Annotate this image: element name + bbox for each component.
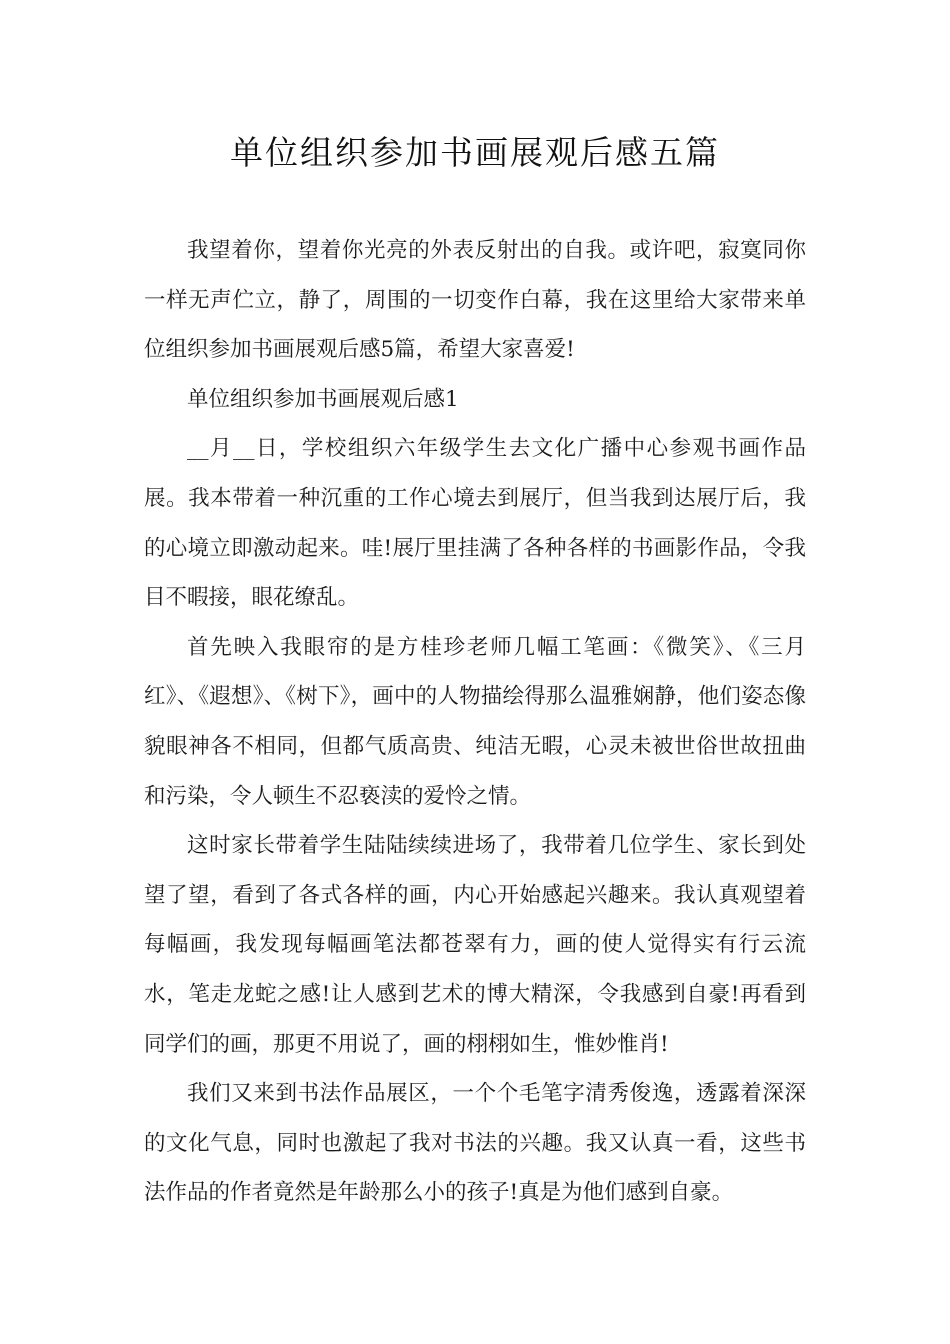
section-heading: 单位组织参加书画展观后感1: [187, 386, 459, 412]
body-paragraph: __月__日，学校组织六年级学生去文化广播中心参观书画作品展。我本带着一种沉重的工作心境去到展厅，但当我到达展厅后，我的心境立即激动起来。哇!展厅里挂满了各种各样的书画影作品，令我目不暇接，眼花缭乱。: [144, 436, 806, 611]
document-body: [144, 226, 806, 1218]
body-paragraph: 首先映入我眼帘的是方桂珍老师几幅工笔画：《微笑》、《三月红》、《遐想》、《树下》，画中的人物描绘得那么温雅娴静，他们姿态像貌眼神各不相同，但都气质高贵、纯洁无暇，心灵未被世俗世故扭曲和污染，令人顿生不忍亵渎的爱怜之情。: [144, 634, 806, 809]
intro-paragraph: 我望着你，望着你光亮的外表反射出的自我。或许吧，寂寞同你一样无声伫立，静了，周围的一切变作白幕，我在这里给大家带来单位组织参加书画展观后感5篇，希望大家喜爱!: [144, 238, 806, 363]
document-title: 单位组织参加书画展观后感五篇: [230, 133, 720, 172]
body-paragraph: 这时家长带着学生陆陆续续进场了，我带着几位学生、家长到处望了望，看到了各式各样的画，内心开始感起兴趣来。我认真观望着每幅画，我发现每幅画笔法都苍翠有力，画的使人觉得实有行云流水，笔走龙蛇之感!让人感到艺术的博大精深，令我感到自豪!再看到同学们的画，那更不用说了，画的栩栩如生，惟妙惟肖!: [144, 833, 806, 1057]
body-paragraph: 我们又来到书法作品展区，一个个毛笔字清秀俊逸，透露着深深的文化气息，同时也激起了我对书法的兴趣。我又认真一看，这些书法作品的作者竟然是年龄那么小的孩子!真是为他们感到自豪。: [144, 1081, 806, 1206]
